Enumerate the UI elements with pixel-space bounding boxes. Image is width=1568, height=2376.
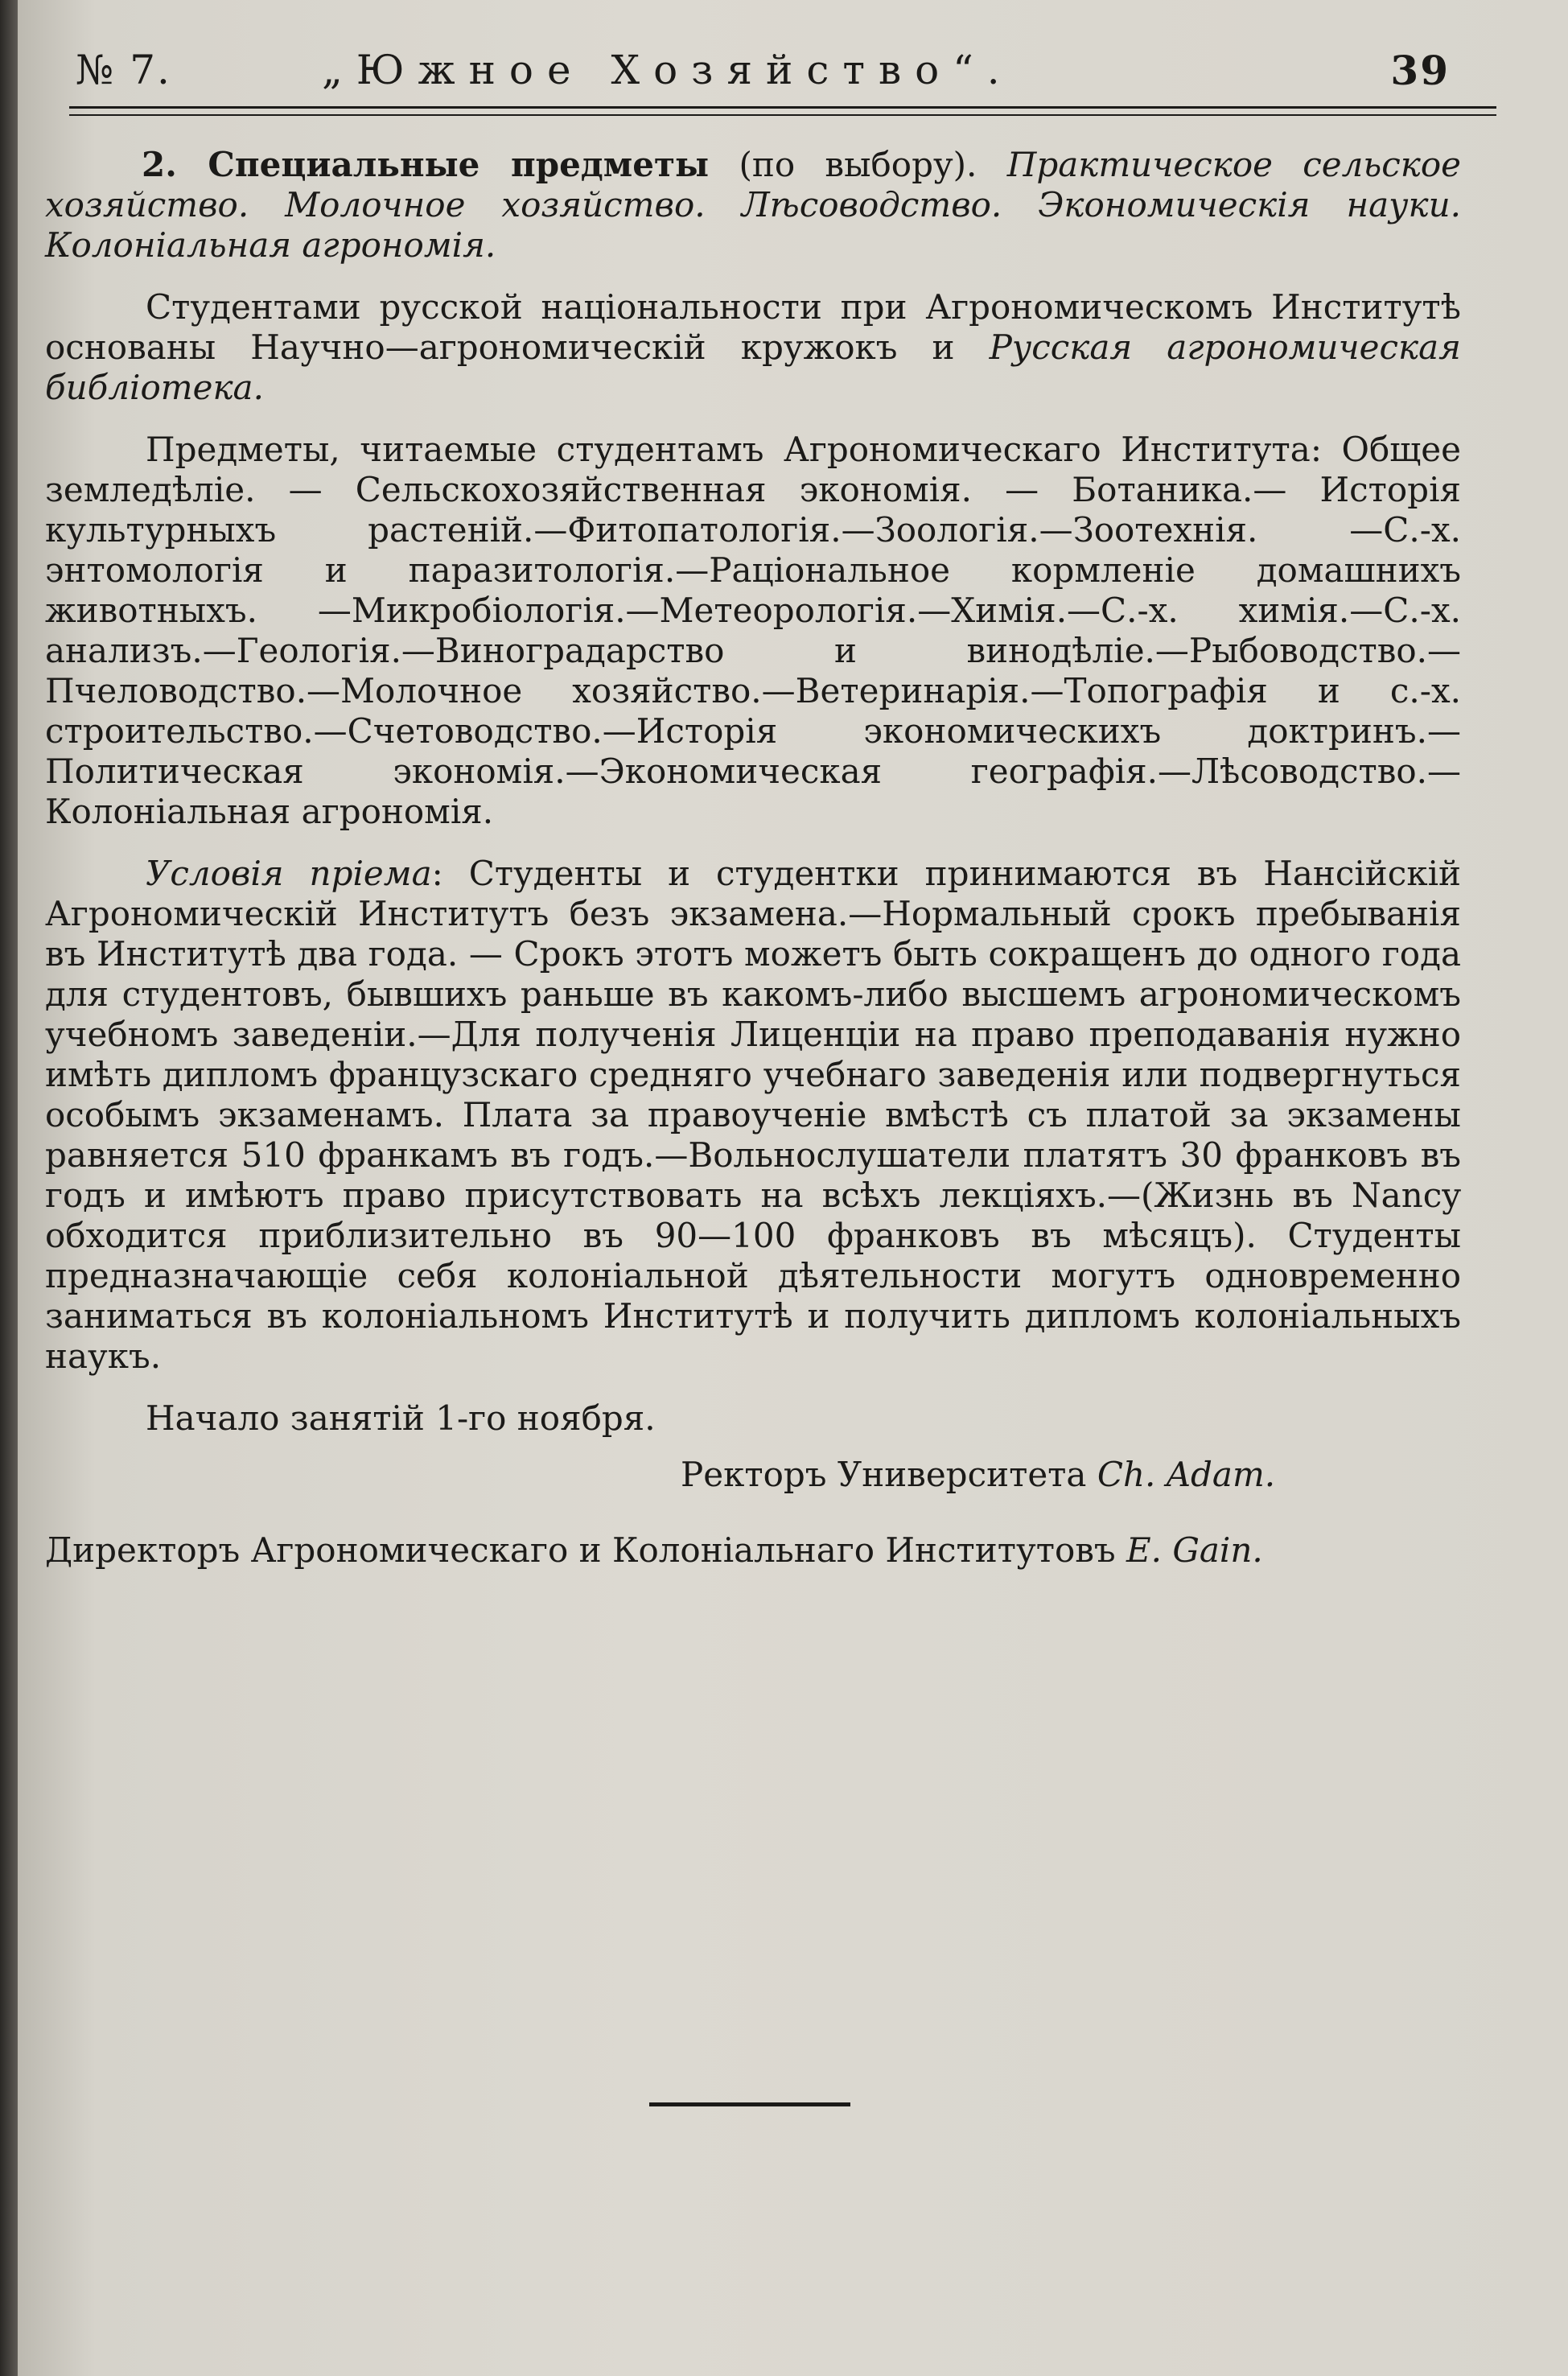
- rector-title: Ректоръ Университета: [681, 1455, 1097, 1494]
- students-text: Студентами русской національности при Агрономическомъ Институтѣ основаны Научно—агрономическій кружокъ и: [45, 287, 1461, 367]
- special-subjects-note: (по выбору).: [709, 145, 1007, 184]
- start-of-classes: Начало занятій 1-го ноября.: [146, 1398, 656, 1438]
- special-subjects-list: Практическое сельское хозяйство. Молочное хозяйство. Лѣсоводство. Экономическія науки. Колоніальная агрономія.: [45, 145, 1461, 265]
- library-name: Русская агрономическая библіотека.: [45, 327, 1461, 407]
- students-paragraph: [45, 287, 1461, 408]
- special-subjects-paragraph: [45, 145, 1461, 266]
- end-rule: [649, 2102, 850, 2106]
- header-rule-bottom: [69, 114, 1496, 116]
- journal-title: „Южное Хозяйство“.: [322, 47, 1014, 93]
- subjects-paragraph: Предметы, читаемые студентамъ Агрономическаго Института: Общее земледѣліе. — Сельскохозяйственная экономія. — Ботаника.— Исторія культурныхъ растеній.—Фитопатологія.—Зоологія.—Зоотехнія. —С.-х. энтомологія и паразитологія.—Раціональное кормленіе домашнихъ животныхъ. —Микробіологія.—Метеорологія.—Химія.—С.-х. химія.—С.-х. анализъ.—Геологія.—Виноградарство и винодѣліе.—Рыбоводство.—Пчеловодство.—Молочное хозяйство.—Ветеринарія.—Топографія и с.-х. строительство.—Счетоводство.—Исторія экономическихъ доктринъ.—Политическая экономія.—Экономическая географія.—Лѣсоводство.—Колоніальная агрономія.: [45, 430, 1461, 831]
- special-subjects-label: 2. Специальные предметы: [142, 145, 710, 184]
- rector-signature: [45, 1455, 1461, 1495]
- admission-paragraph: [45, 854, 1461, 1377]
- admission-label: Условія пріема: [146, 854, 432, 893]
- article-body: [45, 145, 1461, 1571]
- header-rule-top: [69, 106, 1496, 109]
- running-header: [66, 32, 1458, 113]
- director-signature: [45, 1530, 1461, 1571]
- director-name: E. Gain.: [1126, 1530, 1263, 1570]
- director-title: Директоръ Агрономическаго и Колоніальнаго Институтовъ: [45, 1530, 1126, 1570]
- admission-text: : Студенты и студентки принимаются въ Нансійскій Агрономическій Институтъ безъ экзамена.—Нормальный срокъ пребыванія въ Институтѣ два года. — Срокъ этотъ можетъ быть сокращенъ до одного года для студентовъ, бывшихъ раньше въ какомъ-либо высшемъ агрономическомъ учебномъ заведеніи.—Для полученія Лиценціи на право преподаванія нужно имѣть дипломъ французскаго средняго учебнаго заведенія или подвергнуться особымъ экзаменамъ. Плата за правоученіе вмѣстѣ съ платой за экзамены равняется 510 франкамъ въ годъ.—Вольнослушатели платятъ 30 франковъ въ годъ и имѣютъ право присутствовать на всѣхъ лекціяхъ.—(Жизнь въ Nancy обходится приблизительно въ 90—100 франковъ въ мѣсяцъ). Студенты предназначающіе себя колоніальной дѣятельности могутъ одновременно заниматься въ колоніальномъ Институтѣ и получить дипломъ колоніальныхъ наукъ.: [45, 854, 1461, 1376]
- journal-page: [18, 0, 1568, 2376]
- page-number: 39: [1390, 47, 1450, 94]
- rector-name: Ch. Adam.: [1097, 1455, 1276, 1494]
- issue-number: № 7.: [76, 47, 171, 93]
